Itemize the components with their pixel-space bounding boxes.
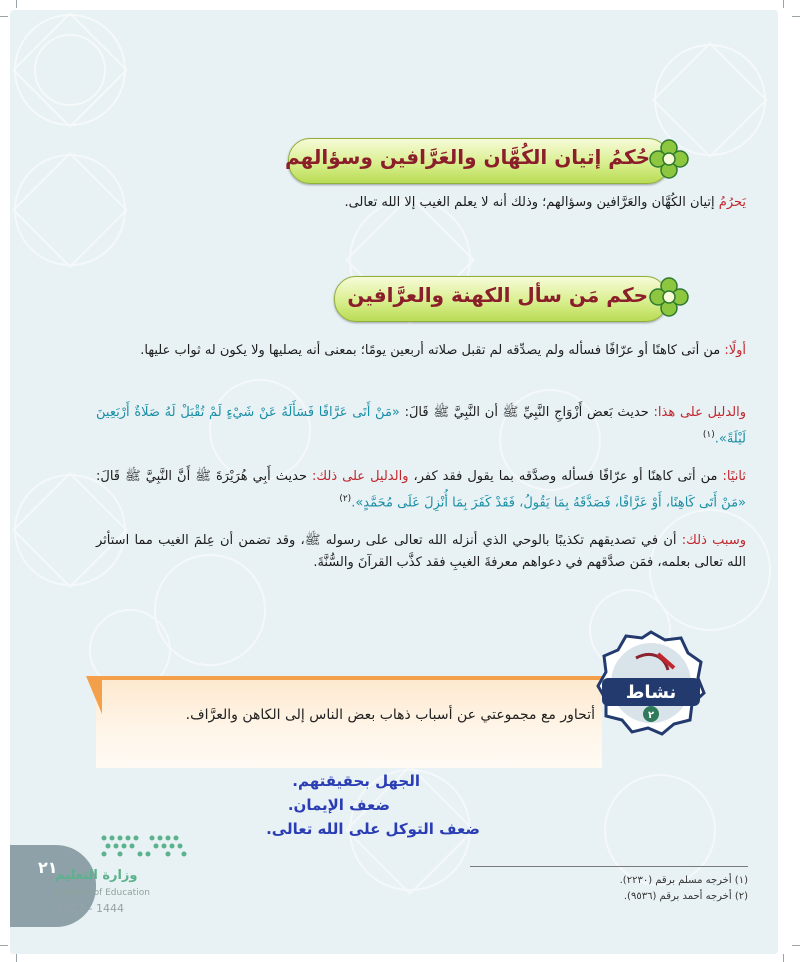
paragraph-second	[96, 466, 746, 514]
para-text: حديث أَبِي هُرَيْرَةَ ﷺ أَنَّ النَّبِيَّ ﷺ قَالَ:	[96, 469, 313, 484]
activity-number: ٢	[647, 710, 655, 721]
crop-mark	[783, 954, 784, 962]
crop-mark	[16, 954, 17, 962]
para-text: حديث بَعض أَزْوَاجِ النَّبِيِّ ﷺ أن النَّبِيَّ ﷺ قَالَ:	[399, 405, 654, 420]
paragraph-evidence	[96, 402, 746, 450]
intro-paragraph	[96, 192, 746, 214]
para-label: والدليل على هذا:	[653, 405, 746, 420]
footnote-item: (٢) أخرجه أحمد برقم (٩٥٣٦).	[623, 891, 748, 902]
handwritten-answer: ضعف الإيمان.	[287, 796, 390, 814]
ornament-icon	[646, 136, 692, 182]
footnote-item: (١) أخرجه مسلم برقم (٢٢٣٠).	[619, 875, 748, 886]
hadith-quote: «مَنْ أَتَى كَاهِنًا، أَوْ عَرَّافًا، فَصَدَّقَهُ بِمَا يَقُولُ، فَقَدْ كَفَرَ بِمَا أُنْزِلَ عَلَى مُحَمَّدٍ».	[351, 495, 746, 511]
ornament-icon	[646, 274, 692, 320]
paragraph-reason	[96, 530, 746, 574]
para-text: من أتى كاهنًا أو عرّافًا فسأله ولم يصدِّقه لم تقبل صلاته أربعين يومًا؛ بمعنى أنه يصليها ولا يكون له ثواب عليها.	[140, 343, 725, 358]
crop-mark	[0, 945, 8, 946]
para-label: أولًا:	[724, 343, 746, 358]
intro-text: إتيان الكُهَّان والعَرَّافين وسؤالهم؛ وذلك أنه لا يعلم الغيب إلا الله تعالى.	[344, 195, 719, 210]
para-text: أن في تصديقهم تكذيبًا بالوحي الذي أنزله الله تعالى على رسوله ﷺ، وقد تضمن أن عِلمَ الغيب مما استأثر الله تعالى بعلمه، فمَن صدَّقهم في دعواهم معرفةَ الغيبِ فقد كذَّب القرآنَ والسُّنَّةَ.	[96, 533, 746, 570]
para-text: من أتى كاهنًا أو عرّافًا فسأله وصدَّقه بما يقول فقد كفر،	[408, 469, 723, 484]
activity-badge-label: نشاط	[625, 682, 677, 703]
para-label: ثانيًا:	[722, 469, 746, 484]
footnotes	[470, 866, 748, 905]
handwritten-answer: ضعف التوكل على الله تعالى.	[266, 820, 480, 838]
footnote-ref: (١)	[702, 430, 715, 440]
crop-mark	[783, 0, 784, 8]
para-label: والدليل على ذلك:	[312, 469, 409, 484]
crop-mark	[792, 945, 800, 946]
handwritten-answer: الجهل بحقيقتهم.	[292, 772, 420, 790]
edition-year: 2022 - 1444	[57, 902, 124, 915]
para-label: وسبب ذلك:	[681, 533, 746, 548]
crop-mark	[0, 16, 8, 17]
crop-mark	[16, 0, 17, 8]
footnote-ref: (٢)	[339, 494, 352, 504]
crop-mark	[792, 16, 800, 17]
ministry-name: وزارة التعليم	[55, 868, 138, 883]
ministry-logo-icon	[96, 832, 192, 862]
activity-question: أتحاور مع مجموعتي عن أسباب ذهاب بعض الناس إلى الكاهن والعرَّاف.	[185, 707, 595, 723]
hadith-quote: «مَنْ أَتَى عَرَّافًا فَسَأَلَهُ عَنْ شَيْءٍ لَمْ تُقْبَلْ لَهُ صَلَاةٌ أَرْبَعِينَ لَيْلَةً».	[96, 405, 746, 447]
ministry-name-en: Ministry of Education	[55, 888, 150, 898]
activity-fold	[86, 676, 102, 714]
paragraph-first	[96, 340, 746, 362]
page-number: ٢١	[38, 858, 58, 877]
section-heading: حُكمُ إتيان الكُهَّان والعَرَّافين وسؤالهم	[285, 145, 650, 169]
section-heading: حكم مَن سأل الكهنة والعرَّافين	[347, 283, 648, 307]
intro-keyword: يَحرُمُ	[718, 195, 746, 210]
activity-badge	[596, 628, 706, 738]
